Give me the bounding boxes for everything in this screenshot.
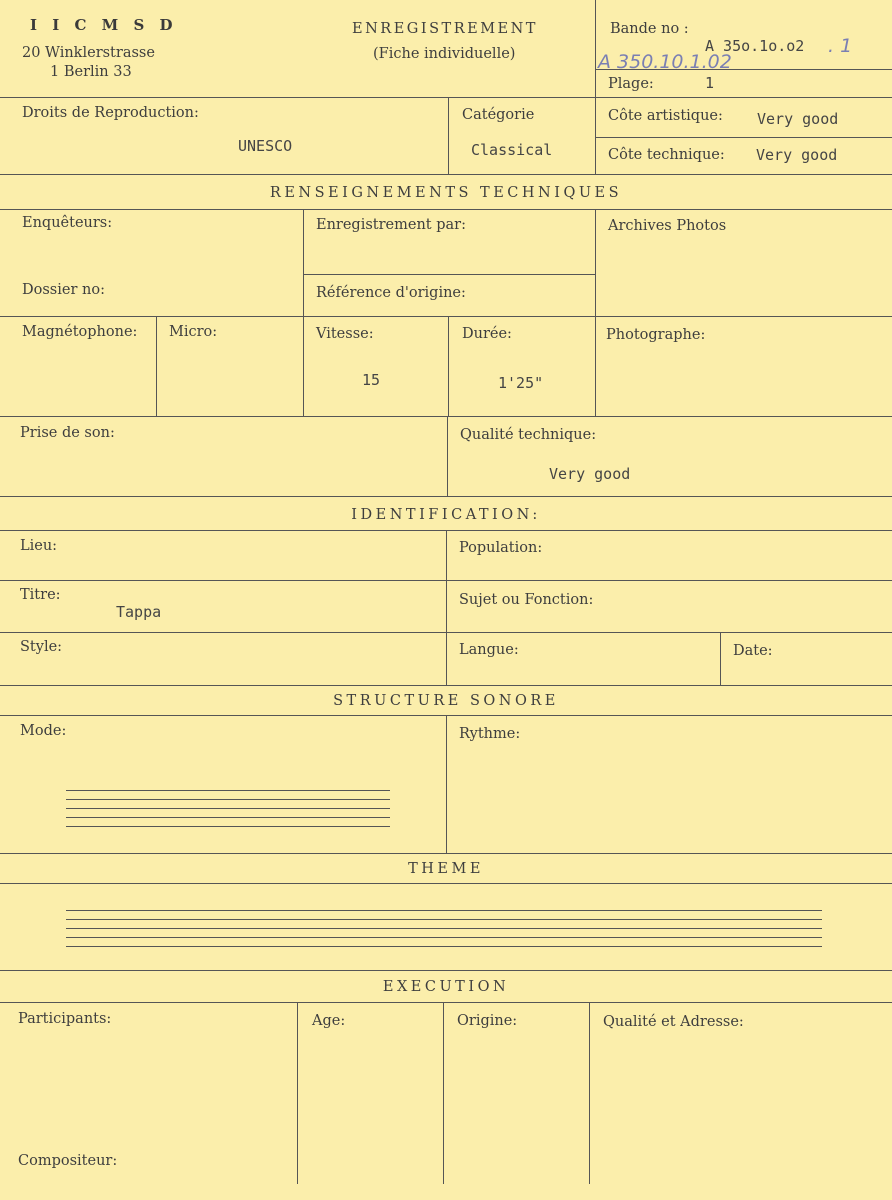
prise-de-son-label: Prise de son: [20,425,115,441]
date-label: Date: [733,643,773,659]
qualite-technique-label: Qualité technique: [460,427,597,443]
titre-label: Titre: [20,587,61,603]
form-subtitle: (Fiche individuelle) [373,46,516,62]
age-label: Age: [312,1013,346,1029]
ident-row2-line [0,632,892,633]
bande-hand-suffix: . 1 [828,35,853,57]
reference-top-line [303,274,595,275]
theme-section-title: THEME [408,861,484,877]
form-title: ENREGISTREMENT [352,21,538,37]
micro-label: Micro: [169,324,218,340]
cote-divider [595,137,892,138]
langue-label: Langue: [459,642,519,658]
dossier-label: Dossier no: [22,282,105,298]
exec-divider-1 [297,1002,298,1184]
archives-photos-label: Archives Photos [608,218,727,234]
tech-row3-line [0,416,892,417]
vitesse-value: 15 [362,371,381,389]
execution-title-line [0,1002,892,1003]
cote-technique-label: Côte technique: [608,147,725,163]
header-divider [595,0,596,97]
vitesse-label: Vitesse: [316,326,374,342]
tech-bottom-line [0,496,892,497]
exec-divider-2 [443,1002,444,1184]
plage-label: Plage: [608,76,654,92]
tech-divider-b [595,209,596,416]
duree-label: Durée: [462,326,512,342]
cote-artistique-value: Very good [757,110,839,128]
execution-section-title: EXECUTION [382,979,510,995]
address-line2: 1 Berlin 33 [50,64,132,80]
ident-row1-line [0,580,892,581]
exec-divider-3 [589,1002,590,1184]
rights-divider-2 [595,97,596,174]
enqueteurs-label: Enquêteurs: [22,215,113,231]
titre-value: Tappa [116,603,162,621]
style-label: Style: [20,639,63,655]
compositeur-label: Compositeur: [18,1153,118,1169]
bande-label: Bande no : [610,21,689,37]
header-bottom-line [0,97,892,98]
enregistrement-par-label: Enregistrement par: [316,217,466,233]
org-logo: I I C M S D [30,16,178,34]
sujet-label: Sujet ou Fonction: [459,592,594,608]
qualite-technique-value: Very good [549,465,631,483]
population-label: Population: [459,540,543,556]
photographe-label: Photographe: [606,327,706,343]
identification-section-title: IDENTIFICATION: [351,507,541,523]
technical-title-line [0,209,892,210]
structure-bottom-line [0,853,892,854]
duree-divider [448,316,449,416]
plage-value: 1 [705,74,715,92]
theme-bottom-line [0,970,892,971]
categorie-value: Classical [471,141,553,159]
rythme-label: Rythme: [459,726,521,742]
structure-section-title: STRUCTURE SONORE [333,693,559,709]
qualite-adresse-label: Qualité et Adresse: [603,1014,744,1030]
ident-divider [446,530,447,685]
bande-handwritten-value: A 350.10.1.02 [598,51,732,73]
duree-value: 1'25" [498,374,544,392]
cote-artistique-label: Côte artistique: [608,108,723,124]
participants-label: Participants: [18,1011,112,1027]
date-divider [720,632,721,685]
mode-label: Mode: [20,723,67,739]
reference-label: Référence d'origine: [316,285,466,301]
micro-divider [156,316,157,416]
magnetophone-label: Magnétophone: [22,324,138,340]
rights-bottom-line [0,174,892,175]
plage-divider [595,69,892,70]
cote-technique-value: Very good [756,146,838,164]
categorie-label: Catégorie [462,107,535,123]
bande-typed-value: A 35o.1o.o2 [705,37,805,55]
origine-label: Origine: [457,1013,518,1029]
ident-bottom-line [0,685,892,686]
droits-label: Droits de Reproduction: [22,105,199,121]
qualite-divider [447,416,448,496]
theme-title-line [0,883,892,884]
technical-section-title: RENSEIGNEMENTS TECHNIQUES [269,185,623,201]
address-line1: 20 Winklerstrasse [22,45,155,61]
structure-divider [446,715,447,853]
lieu-label: Lieu: [20,538,58,554]
tech-row2-line [0,316,892,317]
tech-divider-a [303,209,304,416]
droits-value: UNESCO [238,137,293,155]
rights-divider-1 [448,97,449,174]
